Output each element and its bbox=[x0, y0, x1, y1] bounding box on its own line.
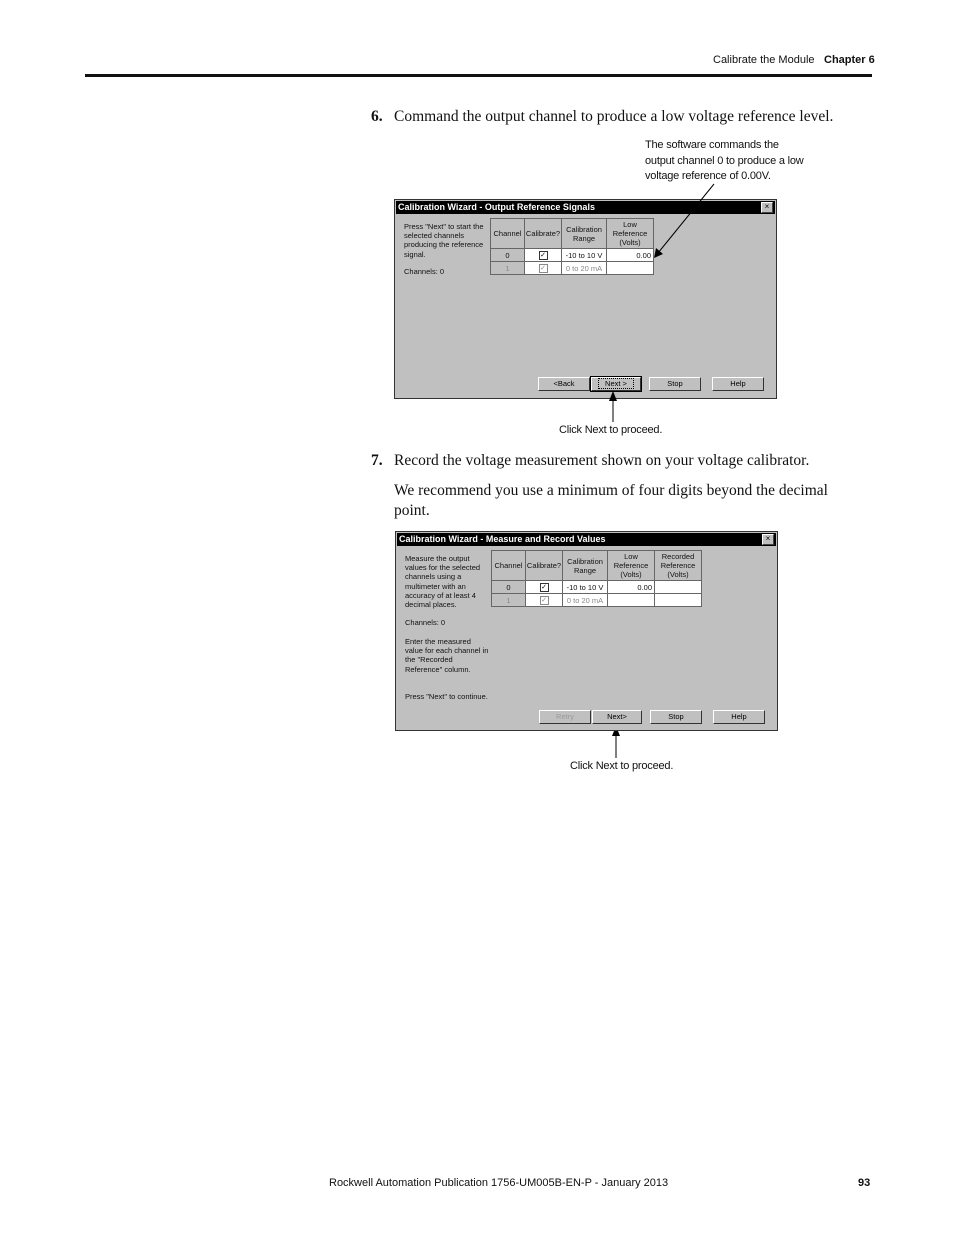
next-button[interactable]: Next> bbox=[592, 710, 642, 724]
publication-footer: Rockwell Automation Publication 1756-UM005B-EN-P - January 2013 bbox=[329, 1177, 669, 1189]
calibrate-checkbox[interactable]: ✓ bbox=[540, 264, 546, 272]
section-title: Calibrate the Module bbox=[713, 54, 815, 66]
help-button[interactable]: Help bbox=[712, 377, 764, 391]
step-text: Command the output channel to produce a low voltage reference level. bbox=[394, 108, 834, 125]
channel-cell: 0 bbox=[492, 581, 526, 594]
col-calibrate: Calibrate? bbox=[526, 551, 563, 581]
channels-label: Channels: 0 bbox=[405, 618, 446, 627]
col-calibrate: Calibrate? bbox=[525, 219, 562, 249]
recommendation-paragraph: We recommend you use a minimum of four digits beyond the decimal point. bbox=[394, 482, 828, 519]
close-icon[interactable]: × bbox=[761, 202, 773, 213]
step-7 bbox=[371, 452, 809, 470]
col-channel: Channel bbox=[491, 219, 525, 249]
table-row bbox=[492, 581, 702, 594]
channel-cell: 1 bbox=[491, 262, 525, 275]
col-range: Calibration Range bbox=[562, 219, 607, 249]
next-button[interactable]: Next > bbox=[591, 377, 641, 391]
recorded-reference-input[interactable] bbox=[655, 594, 702, 607]
col-range: Calibration Range bbox=[563, 551, 608, 581]
callout-click-next-1: Click Next to proceed. bbox=[559, 424, 663, 436]
channel-cell: 0 bbox=[491, 249, 525, 262]
help-button[interactable]: Help bbox=[713, 710, 765, 724]
dialog-title: Calibration Wizard - Output Reference Signals bbox=[396, 201, 775, 214]
channel-table bbox=[491, 550, 702, 607]
table-row bbox=[492, 594, 702, 607]
chapter-label: Chapter 6 bbox=[824, 54, 875, 66]
arrow-line-low-reference bbox=[658, 184, 714, 253]
page-number: 93 bbox=[858, 1177, 871, 1189]
low-reference-cell: 0.00 bbox=[607, 249, 654, 262]
calibrate-checkbox[interactable]: ✓ bbox=[541, 583, 547, 591]
stop-button[interactable]: Stop bbox=[649, 377, 701, 391]
recorded-reference-input[interactable] bbox=[655, 581, 702, 594]
col-recorded-reference: Recorded Reference (Volts) bbox=[655, 551, 702, 581]
col-low-reference: Low Reference (Volts) bbox=[608, 551, 655, 581]
retry-button[interactable]: Retry bbox=[539, 710, 591, 724]
range-cell: -10 to 10 V bbox=[562, 249, 607, 262]
range-cell: 0 to 20 mA bbox=[563, 594, 608, 607]
continue-instructions: Press "Next" to continue. bbox=[405, 692, 488, 701]
channel-cell: 1 bbox=[492, 594, 526, 607]
step-text: Record the voltage measurement shown on your voltage calibrator. bbox=[394, 452, 810, 469]
dialog-title: Calibration Wizard - Measure and Record Values bbox=[397, 533, 776, 546]
step-number: 6. bbox=[371, 108, 383, 125]
dialog-description: Measure the output values for the selected channels using a multimeter with an accuracy of at least 4 decimal places. bbox=[405, 554, 481, 610]
callout-software-commands: The software commands the output channel 0 to produce a low voltage reference of 0.00V. bbox=[645, 139, 804, 182]
channels-label: Channels: 0 bbox=[404, 267, 445, 276]
low-reference-cell bbox=[608, 594, 655, 607]
step-number: 7. bbox=[371, 452, 383, 469]
arrow-head-low-reference bbox=[654, 248, 663, 258]
range-cell: 0 to 20 mA bbox=[562, 262, 607, 275]
enter-instructions: Enter the measured value for each channel in the "Recorded Reference" column. bbox=[405, 637, 489, 674]
calibrate-checkbox[interactable]: ✓ bbox=[540, 251, 546, 259]
arrow-head-next-1 bbox=[609, 391, 617, 401]
col-low-reference: Low Reference (Volts) bbox=[607, 219, 654, 249]
back-button[interactable]: <Back bbox=[538, 377, 590, 391]
calibrate-checkbox[interactable]: ✓ bbox=[541, 596, 547, 604]
callout-click-next-2: Click Next to proceed. bbox=[570, 760, 674, 772]
close-icon[interactable]: × bbox=[762, 534, 774, 545]
range-cell: -10 to 10 V bbox=[563, 581, 608, 594]
dialog-description: Press "Next" to start the selected channels producing the reference signal. bbox=[404, 222, 484, 259]
calibration-wizard-measure-dialog bbox=[395, 531, 778, 731]
col-channel: Channel bbox=[492, 551, 526, 581]
stop-button[interactable]: Stop bbox=[650, 710, 702, 724]
low-reference-cell: 0.00 bbox=[608, 581, 655, 594]
